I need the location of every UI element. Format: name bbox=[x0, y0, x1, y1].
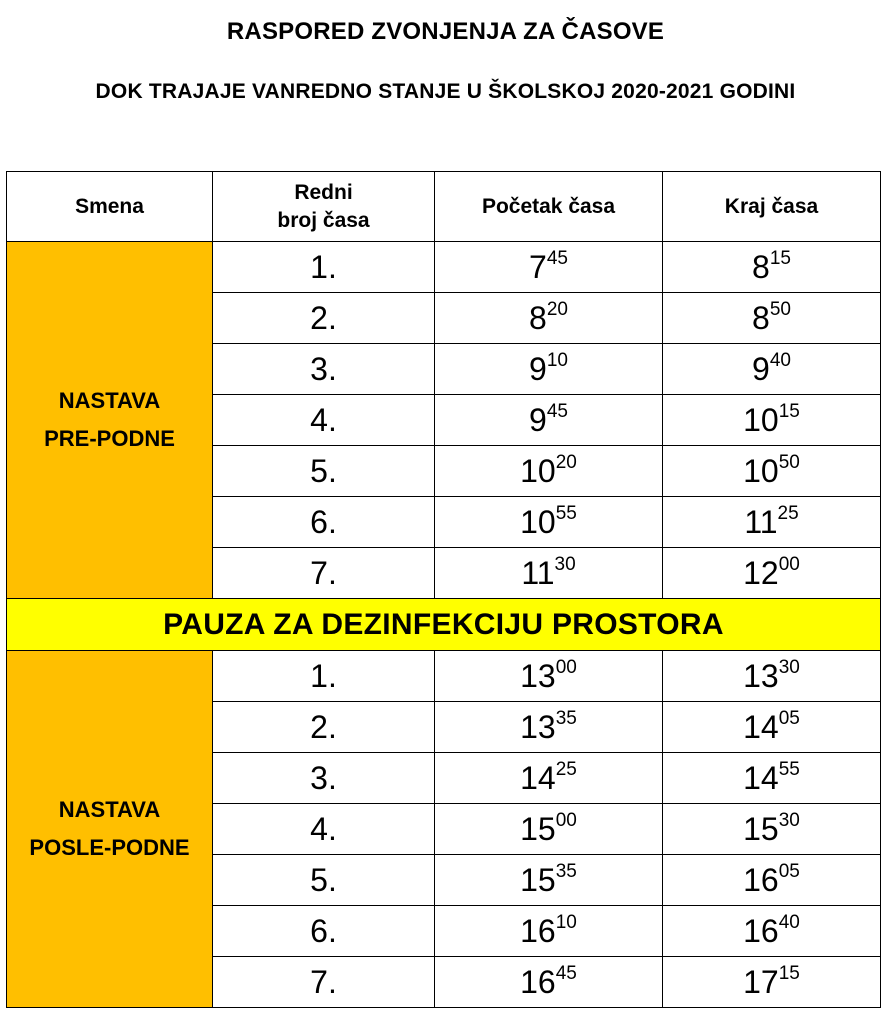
start-hour: 10 bbox=[520, 453, 556, 489]
start-hour: 9 bbox=[529, 402, 547, 438]
start-hour: 11 bbox=[521, 555, 555, 591]
lesson-number: 1. bbox=[213, 242, 435, 293]
end-time bbox=[663, 548, 881, 599]
end-hour: 11 bbox=[744, 504, 778, 540]
lesson-number: 6. bbox=[213, 497, 435, 548]
start-hour: 8 bbox=[529, 300, 547, 336]
end-time bbox=[663, 855, 881, 906]
shift-label-line2: POSLE-PODNE bbox=[29, 835, 190, 860]
table-row bbox=[7, 651, 881, 702]
start-minutes: 10 bbox=[555, 912, 577, 933]
page-title: RASPORED ZVONJENJA ZA ČASOVE bbox=[226, 18, 665, 45]
end-hour: 13 bbox=[743, 658, 779, 694]
end-time bbox=[663, 395, 881, 446]
start-time bbox=[435, 906, 663, 957]
start-time bbox=[435, 651, 663, 702]
header-smena: Smena bbox=[7, 172, 213, 242]
lesson-number: 2. bbox=[213, 293, 435, 344]
end-time bbox=[663, 753, 881, 804]
end-hour: 15 bbox=[743, 811, 779, 847]
header-pocetak: Početak časa bbox=[435, 172, 663, 242]
lesson-number: 6. bbox=[213, 906, 435, 957]
end-minutes: 15 bbox=[778, 963, 800, 984]
start-minutes: 35 bbox=[555, 861, 577, 882]
start-hour: 10 bbox=[520, 504, 556, 540]
start-minutes: 20 bbox=[546, 299, 568, 320]
start-minutes: 00 bbox=[555, 810, 577, 831]
end-minutes: 30 bbox=[778, 657, 800, 678]
lesson-number: 3. bbox=[213, 753, 435, 804]
end-hour: 8 bbox=[752, 249, 770, 285]
lesson-number: 7. bbox=[213, 957, 435, 1008]
start-hour: 16 bbox=[520, 913, 556, 949]
end-hour: 10 bbox=[743, 402, 779, 438]
start-hour: 13 bbox=[520, 709, 556, 745]
page-subtitle: DOK TRAJAJE VANREDNO STANJE U ŠKOLSKOJ 2020-2021 GODINI bbox=[95, 80, 796, 103]
start-time bbox=[435, 753, 663, 804]
pause-row bbox=[7, 599, 881, 651]
lesson-number: 5. bbox=[213, 855, 435, 906]
end-time bbox=[663, 293, 881, 344]
end-minutes: 05 bbox=[778, 708, 800, 729]
end-time bbox=[663, 702, 881, 753]
end-minutes: 15 bbox=[769, 248, 791, 269]
start-time bbox=[435, 446, 663, 497]
end-hour: 10 bbox=[743, 453, 779, 489]
header-redni-line2: broj časa bbox=[277, 208, 370, 232]
header-kraj: Kraj časa bbox=[663, 172, 881, 242]
lesson-number: 4. bbox=[213, 395, 435, 446]
start-minutes: 45 bbox=[546, 401, 568, 422]
shift-label-line1: NASTAVA bbox=[58, 388, 161, 413]
end-hour: 12 bbox=[743, 555, 779, 591]
bell-schedule-table bbox=[6, 171, 881, 1008]
end-hour: 14 bbox=[743, 709, 779, 745]
start-hour: 7 bbox=[529, 249, 547, 285]
start-minutes: 55 bbox=[555, 503, 577, 524]
start-minutes: 00 bbox=[555, 657, 577, 678]
lesson-number: 1. bbox=[213, 651, 435, 702]
start-minutes: 10 bbox=[546, 350, 568, 371]
start-minutes: 25 bbox=[555, 759, 577, 780]
start-time bbox=[435, 702, 663, 753]
shift-label-line1: NASTAVA bbox=[58, 797, 161, 822]
start-time bbox=[435, 395, 663, 446]
end-minutes: 40 bbox=[778, 912, 800, 933]
end-time bbox=[663, 957, 881, 1008]
end-minutes: 40 bbox=[769, 350, 791, 371]
lesson-number: 7. bbox=[213, 548, 435, 599]
start-minutes: 35 bbox=[555, 708, 577, 729]
start-time bbox=[435, 344, 663, 395]
pause-label: PAUZA ZA DEZINFEKCIJU PROSTORA bbox=[7, 599, 881, 651]
shift-label-line2: PRE-PODNE bbox=[44, 426, 175, 451]
start-minutes: 20 bbox=[555, 452, 577, 473]
lesson-number: 5. bbox=[213, 446, 435, 497]
end-hour: 8 bbox=[752, 300, 770, 336]
table-header-row bbox=[7, 172, 881, 242]
end-minutes: 15 bbox=[778, 401, 800, 422]
lesson-number: 2. bbox=[213, 702, 435, 753]
header-redni-broj bbox=[213, 172, 435, 242]
start-time bbox=[435, 242, 663, 293]
start-time bbox=[435, 497, 663, 548]
end-time bbox=[663, 344, 881, 395]
start-minutes: 45 bbox=[546, 248, 568, 269]
end-minutes: 00 bbox=[778, 554, 800, 575]
start-time bbox=[435, 293, 663, 344]
start-hour: 13 bbox=[520, 658, 556, 694]
start-time bbox=[435, 804, 663, 855]
end-time bbox=[663, 242, 881, 293]
end-hour: 17 bbox=[743, 964, 779, 1000]
end-time bbox=[663, 651, 881, 702]
start-hour: 9 bbox=[529, 351, 547, 387]
end-hour: 9 bbox=[752, 351, 770, 387]
shift-cell-morning bbox=[7, 242, 213, 599]
end-hour: 14 bbox=[743, 760, 779, 796]
end-minutes: 25 bbox=[777, 503, 799, 524]
start-hour: 16 bbox=[520, 964, 556, 1000]
start-time bbox=[435, 548, 663, 599]
end-minutes: 30 bbox=[778, 810, 800, 831]
end-hour: 16 bbox=[743, 862, 779, 898]
start-hour: 15 bbox=[520, 811, 556, 847]
end-hour: 16 bbox=[743, 913, 779, 949]
start-minutes: 45 bbox=[555, 963, 577, 984]
start-time bbox=[435, 855, 663, 906]
end-minutes: 05 bbox=[778, 861, 800, 882]
start-hour: 15 bbox=[520, 862, 556, 898]
header-redni-line1: Redni bbox=[294, 180, 353, 204]
end-time bbox=[663, 804, 881, 855]
end-time bbox=[663, 497, 881, 548]
end-minutes: 55 bbox=[778, 759, 800, 780]
end-minutes: 50 bbox=[778, 452, 800, 473]
end-minutes: 50 bbox=[769, 299, 791, 320]
start-hour: 14 bbox=[520, 760, 556, 796]
lesson-number: 3. bbox=[213, 344, 435, 395]
end-time bbox=[663, 446, 881, 497]
shift-cell-afternoon bbox=[7, 651, 213, 1008]
lesson-number: 4. bbox=[213, 804, 435, 855]
start-time bbox=[435, 957, 663, 1008]
table-row bbox=[7, 242, 881, 293]
start-minutes: 30 bbox=[554, 554, 576, 575]
end-time bbox=[663, 906, 881, 957]
